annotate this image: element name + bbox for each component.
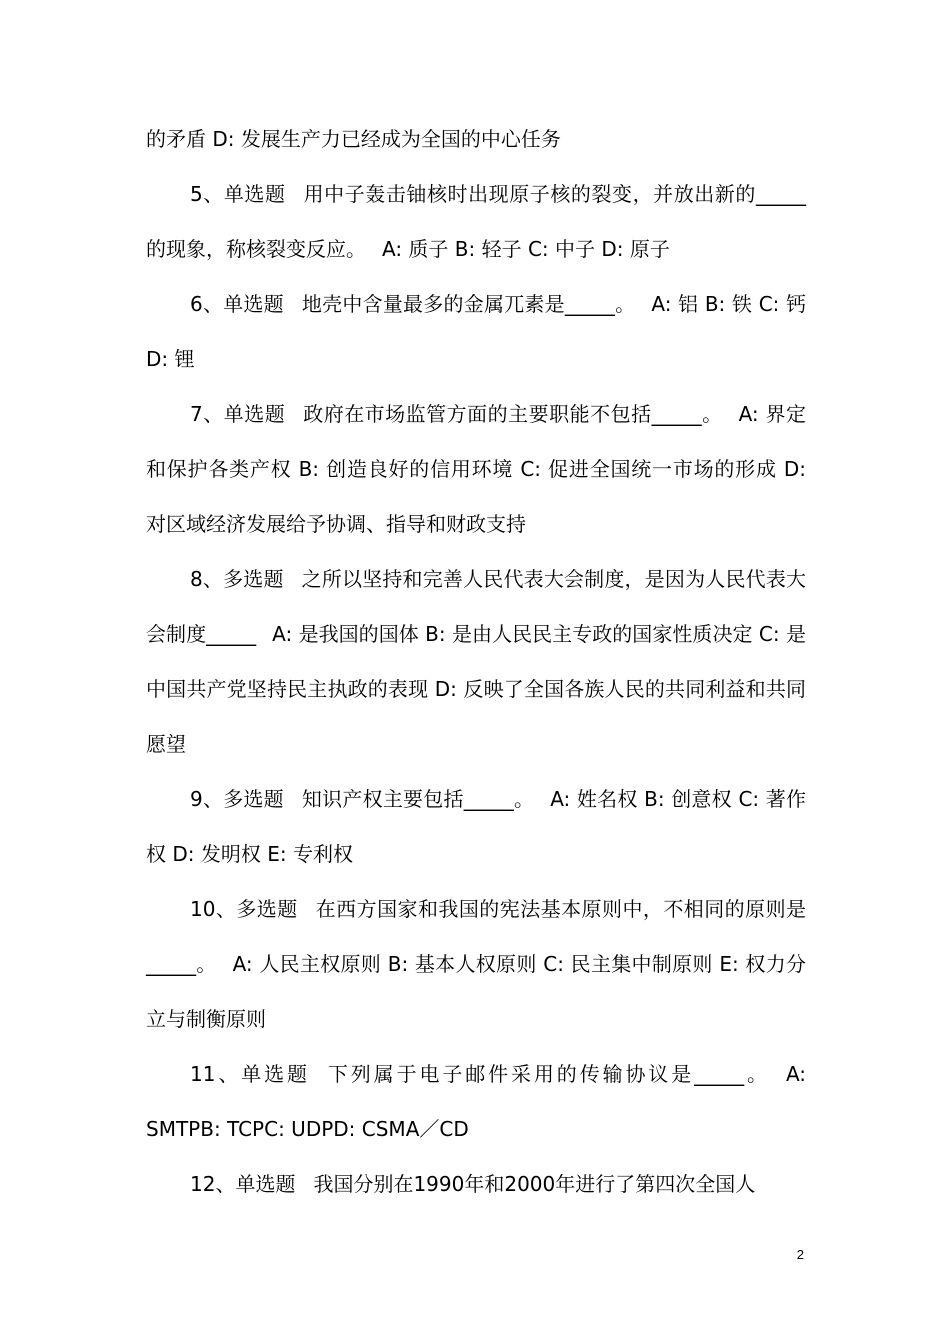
question-item <box>146 882 806 1047</box>
question-stem: 政府在市场监管方面的主要职能不包括_____。 <box>303 402 723 426</box>
question-options: A: 人民主权原则 B: 基本人权原则 C: 民主集中制原则 E: 权力分立与制衡原则 <box>146 952 806 1031</box>
question-item <box>146 552 806 772</box>
question-stem: 地壳中含量最多的金属兀素是_____。 <box>301 292 636 316</box>
question-type: 单选题 <box>241 1062 310 1086</box>
question-number: 12、 <box>190 1172 236 1196</box>
question-item <box>146 387 806 552</box>
question-type: 单选题 <box>223 182 286 206</box>
question-number: 6、 <box>190 292 224 316</box>
question-options: A: 质子 B: 轻子 C: 中子 D: 原子 <box>382 237 670 261</box>
question-number: 8、 <box>190 567 224 591</box>
question-options: A: 界定和保护各类产权 B: 创造良好的信用环境 C: 促进全国统一市场的形成 D: 对区域经济发展给予协调、指导和财政支持 <box>146 402 806 536</box>
question-type: 单选题 <box>223 402 286 426</box>
question-options: A: SMTPB: TCPC: UDPD: CSMA／CD <box>146 1062 807 1141</box>
question-item <box>146 277 806 387</box>
question-stem: 下列属于电子邮件采用的传输协议是_____。 <box>327 1062 770 1086</box>
document-body <box>146 112 806 1212</box>
question-item <box>146 1157 806 1212</box>
question-type: 多选题 <box>223 787 284 811</box>
question-stem: 在西方国家和我国的宪法基本原则中，不相同的原则是_____。 <box>146 897 807 976</box>
question-number: 7、 <box>190 402 224 426</box>
continuation-paragraph: 的矛盾 D: 发展生产力已经成为全国的中心任务 <box>146 127 561 151</box>
question-options: A: 姓名权 B: 创意权 C: 著作权 D: 发明权 E: 专利权 <box>146 787 806 866</box>
question-item <box>146 1047 806 1157</box>
question-stem: 用中子轰击铀核时出现原子核的裂变，并放出新的_____的现象，称核裂变反应。 <box>146 182 807 261</box>
question-type: 多选题 <box>223 567 284 591</box>
question-stem: 之所以坚持和完善人民代表大会制度，是因为人民代表大会制度_____ <box>146 567 806 646</box>
question-item <box>146 772 806 882</box>
question-number: 11、 <box>190 1062 242 1086</box>
page-number: 2 <box>796 1247 804 1262</box>
question-number: 9、 <box>190 787 224 811</box>
question-stem: 知识产权主要包括_____。 <box>301 787 535 811</box>
question-type: 多选题 <box>236 897 298 921</box>
question-stem: 我国分别在1990年和2000年进行了第四次全国人 <box>313 1172 756 1196</box>
question-options: A: 是我国的国体 B: 是由人民民主专政的国家性质决定 C: 是中国共产党坚持民主执政的表现 D: 反映了全国各族人民的共同利益和共同愿望 <box>146 622 806 756</box>
question-type: 单选题 <box>223 292 284 316</box>
question-number: 10、 <box>190 897 237 921</box>
question-item <box>146 167 806 277</box>
question-type: 单选题 <box>235 1172 296 1196</box>
question-number: 5、 <box>190 182 224 206</box>
question-options: A: 铝 B: 铁 C: 钙 D: 锂 <box>146 292 806 371</box>
